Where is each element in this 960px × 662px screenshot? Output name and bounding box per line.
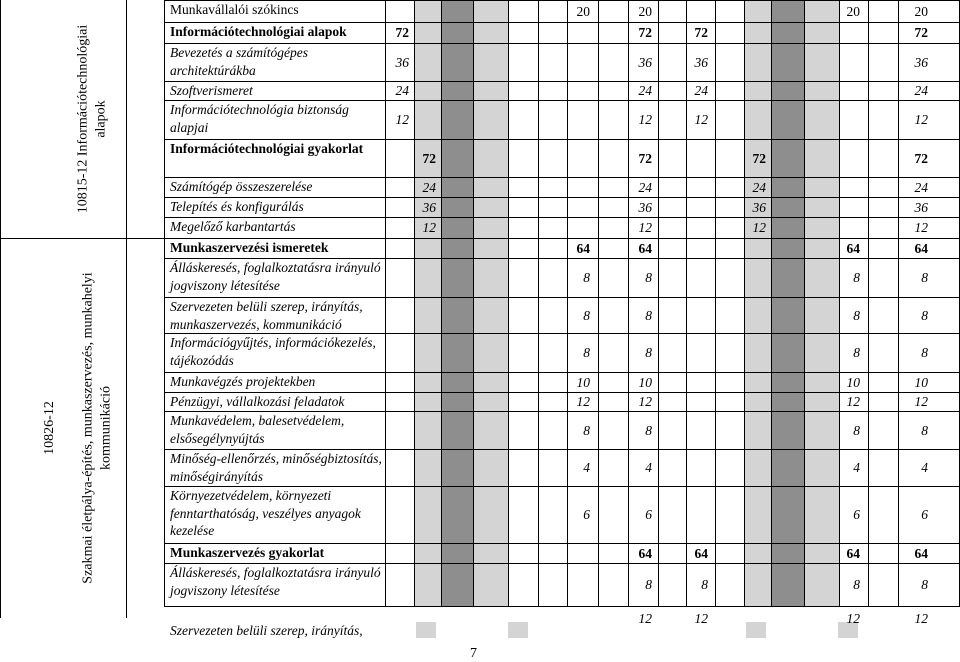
hours-cell: 12 [694,112,708,127]
hours-cell: 64 [914,546,928,561]
table-row [164,238,959,258]
table-row [164,217,959,238]
row-label: Szervezeten belüli szerep, irányítás, [170,623,363,638]
module-label-top [62,0,122,238]
hours-cell: 10 [914,375,928,390]
hours-cell: 10 [846,375,860,390]
row-label: Munkaszervezés gyakorlat [170,545,325,560]
hours-cell: 8 [645,345,652,360]
hours-cell: 64 [576,241,590,256]
hours-cell: 8 [645,308,652,323]
hours-cell: 64 [638,546,652,561]
hours-cell: 8 [853,345,860,360]
grid-line [0,0,1,618]
row-label: Szervezeten belüli szerep, irányítás, munkaszervezés, kommunikáció [170,299,363,332]
hours-cell: 72 [752,151,766,166]
hours-cell: 72 [422,151,436,166]
hours-cell: 8 [583,345,590,360]
hours-cell: 36 [914,55,928,70]
row-label: Szoftverismeret [170,83,253,98]
hours-cell: 24 [638,180,652,195]
hours-cell: 4 [853,460,860,475]
table-row [164,563,959,606]
hours-cell: 20 [914,4,928,19]
table-row [164,22,959,43]
row-label: Környezetvédelem, környezeti fenntarthatóság, veszélyes anyagok kezelése [170,488,361,538]
row-label: Pénzügyi, vállalkozási feladatok [170,394,345,409]
hours-cell: 20 [846,4,860,19]
hours-cell: 6 [645,507,652,522]
hours-cell: 12 [638,394,652,409]
hours-cell: 8 [645,423,652,438]
hours-cell: 24 [422,180,436,195]
row-label: Számítógép összeszerelése [170,179,313,194]
table-row [164,543,959,563]
hours-cell: 12 [914,220,928,235]
hours-cell: 12 [638,112,652,127]
table-row [164,81,959,100]
hours-cell: 12 [914,112,928,127]
hours-cell: 12 [638,220,652,235]
row-label: Munkaszervezési ismeretek [170,240,329,255]
row-label: Minőség-ellenőrzés, minőségbiztosítás, minőségirányítás [170,451,382,484]
hours-cell: 72 [694,25,708,40]
table-row [164,100,959,139]
hours-cell: 72 [638,151,652,166]
row-label: Információtechnológiai gyakorlat [170,141,364,156]
hours-cell: 10 [638,375,652,390]
table-row [164,486,959,543]
table-row [164,297,959,333]
row-label: Bevezetés a számítógépes architektúrákba [170,45,308,78]
hours-cell: 10 [576,375,590,390]
hours-cell: 8 [853,423,860,438]
hours-cell: 36 [638,200,652,215]
hours-cell: 64 [846,546,860,561]
hours-cell: 8 [921,270,928,285]
hours-cell: 6 [583,507,590,522]
hours-cell: 72 [638,25,652,40]
hours-cell: 72 [914,25,928,40]
module-name: alapok [93,100,108,138]
table-row [164,333,959,372]
table-row [164,0,959,22]
hours-cell: 12 [914,394,928,409]
hours-cell: 8 [853,270,860,285]
hours-cell: 72 [395,25,409,40]
hours-cell: 6 [853,507,860,522]
table-row [164,43,959,81]
hours-cell: 8 [921,345,928,360]
hours-cell: 64 [914,241,928,256]
hours-cell: 24 [694,83,708,98]
row-label: Munkavégzés projektekben [170,374,316,389]
row-label: Információgyűjtés, információkezelés, tájékozódás [170,335,376,368]
table-row [164,258,959,297]
table-row [164,372,959,392]
hours-cell: 12 [694,611,708,626]
hours-cell: 20 [576,4,590,19]
hours-cell: 12 [422,220,436,235]
hours-cell: 8 [853,308,860,323]
hours-cell: 8 [921,577,928,592]
page-number: 7 [470,646,477,661]
table-row [164,449,959,486]
hours-cell: 36 [638,55,652,70]
table-row [164,606,959,662]
module-name-bottom [72,240,124,616]
module-code-bottom: 10826-12 [42,401,58,455]
hours-cell: 12 [638,611,652,626]
hours-cell: 12 [752,220,766,235]
hours-cell: 36 [395,55,409,70]
hours-cell: 64 [694,546,708,561]
hours-cell: 36 [752,200,766,215]
table-row [164,197,959,217]
row-label: Álláskeresés, foglalkoztatásra irányuló jogviszony létesítése [170,260,381,293]
row-label: Álláskeresés, foglalkoztatásra irányuló jogviszony létesítése [170,565,381,598]
hours-cell: 8 [583,270,590,285]
hours-cell: 4 [583,460,590,475]
row-label: Információtechnológia biztonság alapjai [170,102,349,135]
hours-cell: 64 [846,241,860,256]
hours-cell: 36 [422,200,436,215]
hours-cell: 4 [921,460,928,475]
hours-cell: 8 [583,308,590,323]
hours-cell: 72 [914,151,928,166]
hours-cell: 8 [853,577,860,592]
hours-cell: 8 [645,577,652,592]
hours-cell: 24 [638,83,652,98]
row-label: Megelőző karbantartás [170,219,296,234]
table-row [164,177,959,197]
table-row [164,139,959,177]
hours-cell: 4 [645,460,652,475]
hours-cell: 12 [846,394,860,409]
hours-cell: 8 [701,577,708,592]
module-name-line: Szakmai életpálya-építés, munkaszervezés, munkahelyi [81,272,97,584]
row-label: Munkavédelem, balesetvédelem, elsősegélynyújtás [170,413,345,446]
hours-cell: 24 [914,180,928,195]
row-label: Információtechnológiai alapok [170,24,347,39]
table-row [164,392,959,411]
hours-cell: 8 [645,270,652,285]
hours-cell: 24 [395,83,409,98]
hours-cell: 24 [752,180,766,195]
hours-cell: 8 [921,308,928,323]
hours-cell: 36 [914,200,928,215]
hours-cell: 12 [395,112,409,127]
hours-cell: 64 [638,241,652,256]
hours-cell: 20 [638,4,652,19]
hours-cell: 36 [694,55,708,70]
hours-cell: 12 [576,394,590,409]
hours-cell: 24 [914,83,928,98]
row-label: Telepítés és konfigurálás [170,199,304,214]
table-row [164,411,959,449]
module-code: 10815-12 Információtechnológiai [75,24,90,214]
grid-line [126,0,127,618]
row-label: Munkavállalói szókincs [170,2,299,17]
hours-cell: 8 [583,423,590,438]
module-name-line: kommunikáció [99,386,115,471]
hours-cell: 12 [846,611,860,626]
hours-cell: 8 [921,423,928,438]
hours-cell: 12 [914,611,928,626]
hours-cell: 6 [921,507,928,522]
